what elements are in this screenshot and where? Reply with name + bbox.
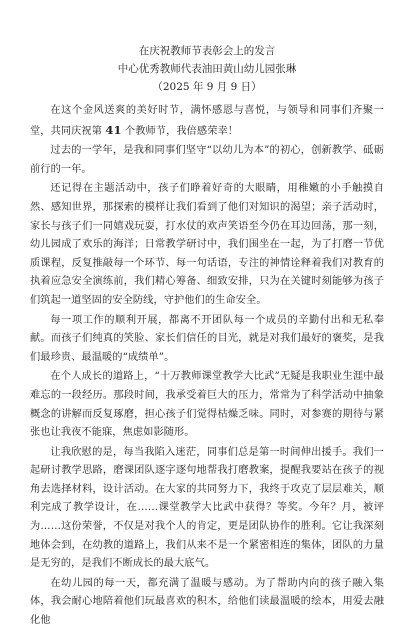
speech-body <box>30 102 384 631</box>
speech-date: （2025 年 9 月 9 日） <box>152 81 262 93</box>
paragraph: 还记得在主题活动中，孩子们睁着好奇的大眼睛，用稚嫩的小手触摸自然、感知世界，那探索的模样让我们看到了他们对知识的渴望；亲子活动时，家长与孩子们一同嬉戏玩耍，打水仗的欢声笑语至今仍在耳边回荡，那一刻，幼儿园成了欢乐的海洋；日常教学研讨中，我们围坐在一起，为了打磨一节优质课程，反复推敲每一个环节、每一句话语，专注的神情诠释着我们对教育的执着应急安全演练前，我们精心筹备、细致安排，只为在关键时刻能够为孩子们筑起一道坚固的安全防线，守护他们的生命安全。 <box>30 183 384 306</box>
paragraph: 让我欣慰的是，每当我陷入迷茫，同事们总是第一时间伸出援手。我们一起研讨教学思路，磨课团队逐字逐句地帮我打磨教案，提醒我要站在孩子的视角去选择材料，设计活动。在大家的共同努力下，我终于攻克了层层难关，顺利完成了教学设计，在……课堂教学大比武中获得？等奖。今年？月，被评为……这份荣誉，不仅是对我个人的肯定，更是团队协作的胜利。它让我深刻地体会到，在幼教的道路上，我们从来不是一个紧密相连的集体，团队的力量是无穷的，是我们不断成长的最大底气。 <box>30 446 384 570</box>
paragraph-text: 个教师节，我倍感荣幸！ <box>124 125 239 137</box>
paragraph: 过去的一学年，是我和同事们坚守“以幼儿为本”的初心，创新教学、砥砺前行的一年。 <box>30 145 384 175</box>
speech-header <box>30 42 384 96</box>
paragraph-text: 在这个金风送爽的美好时节，满怀感恩与喜悦，与领导和同事们齐聚一堂，共同庆祝第 <box>30 105 384 137</box>
speech-title: 在庆祝教师节表彰会上的发言 <box>138 45 276 57</box>
teacher-day-number: 41 <box>105 122 122 137</box>
speaker-line: 中心优秀教师代表油田黄山幼儿园张琳 <box>117 63 297 75</box>
paragraph: 每一项工作的顺利开展，都离不开团队每一个成员的辛勤付出和无私奉献。而孩子们纯真的笑脸、家长们信任的目光，就是对我们最好的褒奖，是我们最珍贵、最温暖的“成绩单”。 <box>30 314 384 363</box>
paragraph: 在个人成长的道路上，“十万教师课堂教学大比武”无疑是我职业生涯中最难忘的一段经历。那段时间，我承受着巨大的压力，常常为了科学活动中抽象概念的讲解而反复琢磨，担心孩子们觉得枯燥乏味。同时，对参赛的期待与紧张也让我夜不能寐，焦虑如影随形。 <box>30 371 384 439</box>
paragraph: 在幼儿园的每一天，都充满了温暖与感动。为了帮助内向的孩子融入集体，我会耐心地陪着他们玩最喜欢的积木，给他们读最温暖的绘本，用爱去融化他 <box>30 577 384 627</box>
paragraph <box>30 102 384 141</box>
